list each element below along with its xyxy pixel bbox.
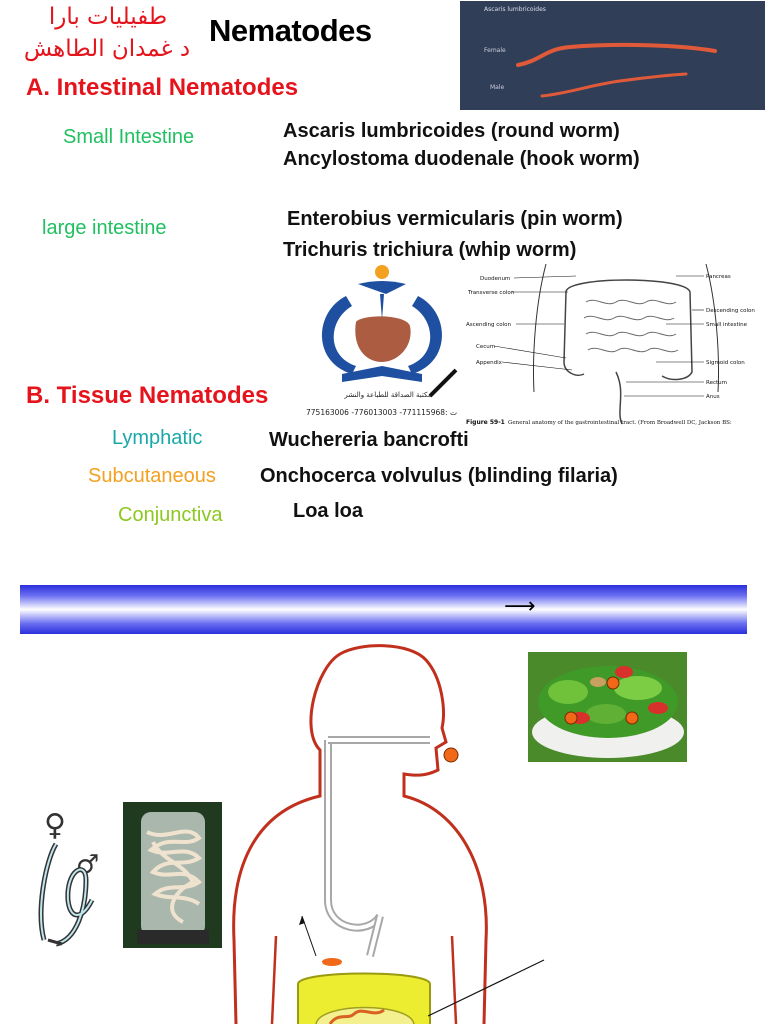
fig-label-descending-colon: Descending colon bbox=[706, 308, 755, 314]
fig-caption-text: General anatomy of the gastrointestinal tract. (From Broadwell DC, Jackson BS: bbox=[508, 420, 732, 426]
site-conjunctiva: Conjunctiva bbox=[118, 504, 223, 526]
fig-label-anus: Anus bbox=[706, 394, 720, 400]
fig-label-small-intestine: Small intestine bbox=[706, 322, 747, 328]
gi-anatomy-svg bbox=[466, 262, 766, 428]
logo-svg bbox=[306, 262, 470, 402]
arabic-title-line2: د غمدان الطاهش bbox=[23, 36, 191, 62]
gi-anatomy-figure bbox=[466, 262, 766, 428]
logo-phones: 775163006 -776013003 -771115968: ت bbox=[306, 408, 457, 417]
section-a-heading: A. Intestinal Nematodes bbox=[26, 74, 299, 101]
male-label: Male bbox=[490, 84, 505, 91]
divider-band bbox=[20, 585, 747, 634]
site-small-intestine: Small Intestine bbox=[63, 126, 195, 148]
fig-label-sigmoid-colon: Sigmoid colon bbox=[706, 360, 745, 366]
site-large-intestine: large intestine bbox=[42, 217, 167, 239]
logo-caption: مكتبة الصداقة للطباعة والنشر bbox=[344, 391, 432, 399]
site-subcutaneous: Subcutaneous bbox=[88, 465, 216, 487]
site-lymphatic: Lymphatic bbox=[112, 427, 203, 449]
worm-drawing bbox=[36, 840, 116, 950]
worm-loa-loa: Loa loa bbox=[293, 500, 364, 522]
male-symbol: ♂ bbox=[76, 850, 100, 880]
fig-label-cecum: Cecum bbox=[476, 344, 496, 350]
fig-label-rectum: Rectum bbox=[706, 380, 727, 386]
fig-label-ascending-colon: Ascending colon bbox=[466, 322, 512, 328]
female-symbol: ♀ bbox=[44, 808, 66, 843]
worm-ascaris: Ascaris lumbricoides (round worm) bbox=[283, 120, 620, 142]
worm-wuchereria: Wuchereria bancrofti bbox=[269, 429, 469, 451]
female-label: Female bbox=[484, 47, 506, 54]
worm-ancylostoma: Ancylostoma duodenale (hook worm) bbox=[283, 148, 640, 170]
fig-label-duodenum: Duodenum bbox=[480, 276, 511, 282]
library-logo bbox=[306, 262, 470, 402]
ascaris-photo-svg bbox=[460, 1, 765, 110]
photo-caption: Ascaris lumbricoides bbox=[484, 6, 546, 13]
page-title: Nematodes bbox=[209, 13, 372, 48]
fig-label-transverse-colon: Transverse colon bbox=[468, 290, 515, 296]
band-arrow: ⟶ bbox=[504, 594, 536, 619]
fig-label-pancreas: Pancreas bbox=[706, 274, 731, 280]
arabic-title-line1: طفيليات بارا bbox=[48, 4, 168, 30]
fig-caption-number: Figure 59-1 bbox=[466, 419, 505, 426]
worm-drawing-svg bbox=[36, 840, 116, 950]
body-diagram-svg bbox=[220, 640, 560, 1024]
body-diagram bbox=[220, 640, 560, 1024]
worm-enterobius: Enterobius vermicularis (pin worm) bbox=[287, 208, 623, 230]
jar-worms-svg bbox=[123, 802, 222, 948]
worm-trichuris: Trichuris trichiura (whip worm) bbox=[283, 239, 577, 261]
jar-worms-photo bbox=[123, 802, 222, 948]
section-b-heading: B. Tissue Nematodes bbox=[26, 382, 269, 409]
worm-onchocerca: Onchocerca volvulus (blinding filaria) bbox=[260, 465, 618, 487]
fig-label-appendix: Appendix bbox=[476, 360, 502, 366]
ascaris-photo bbox=[460, 1, 765, 110]
